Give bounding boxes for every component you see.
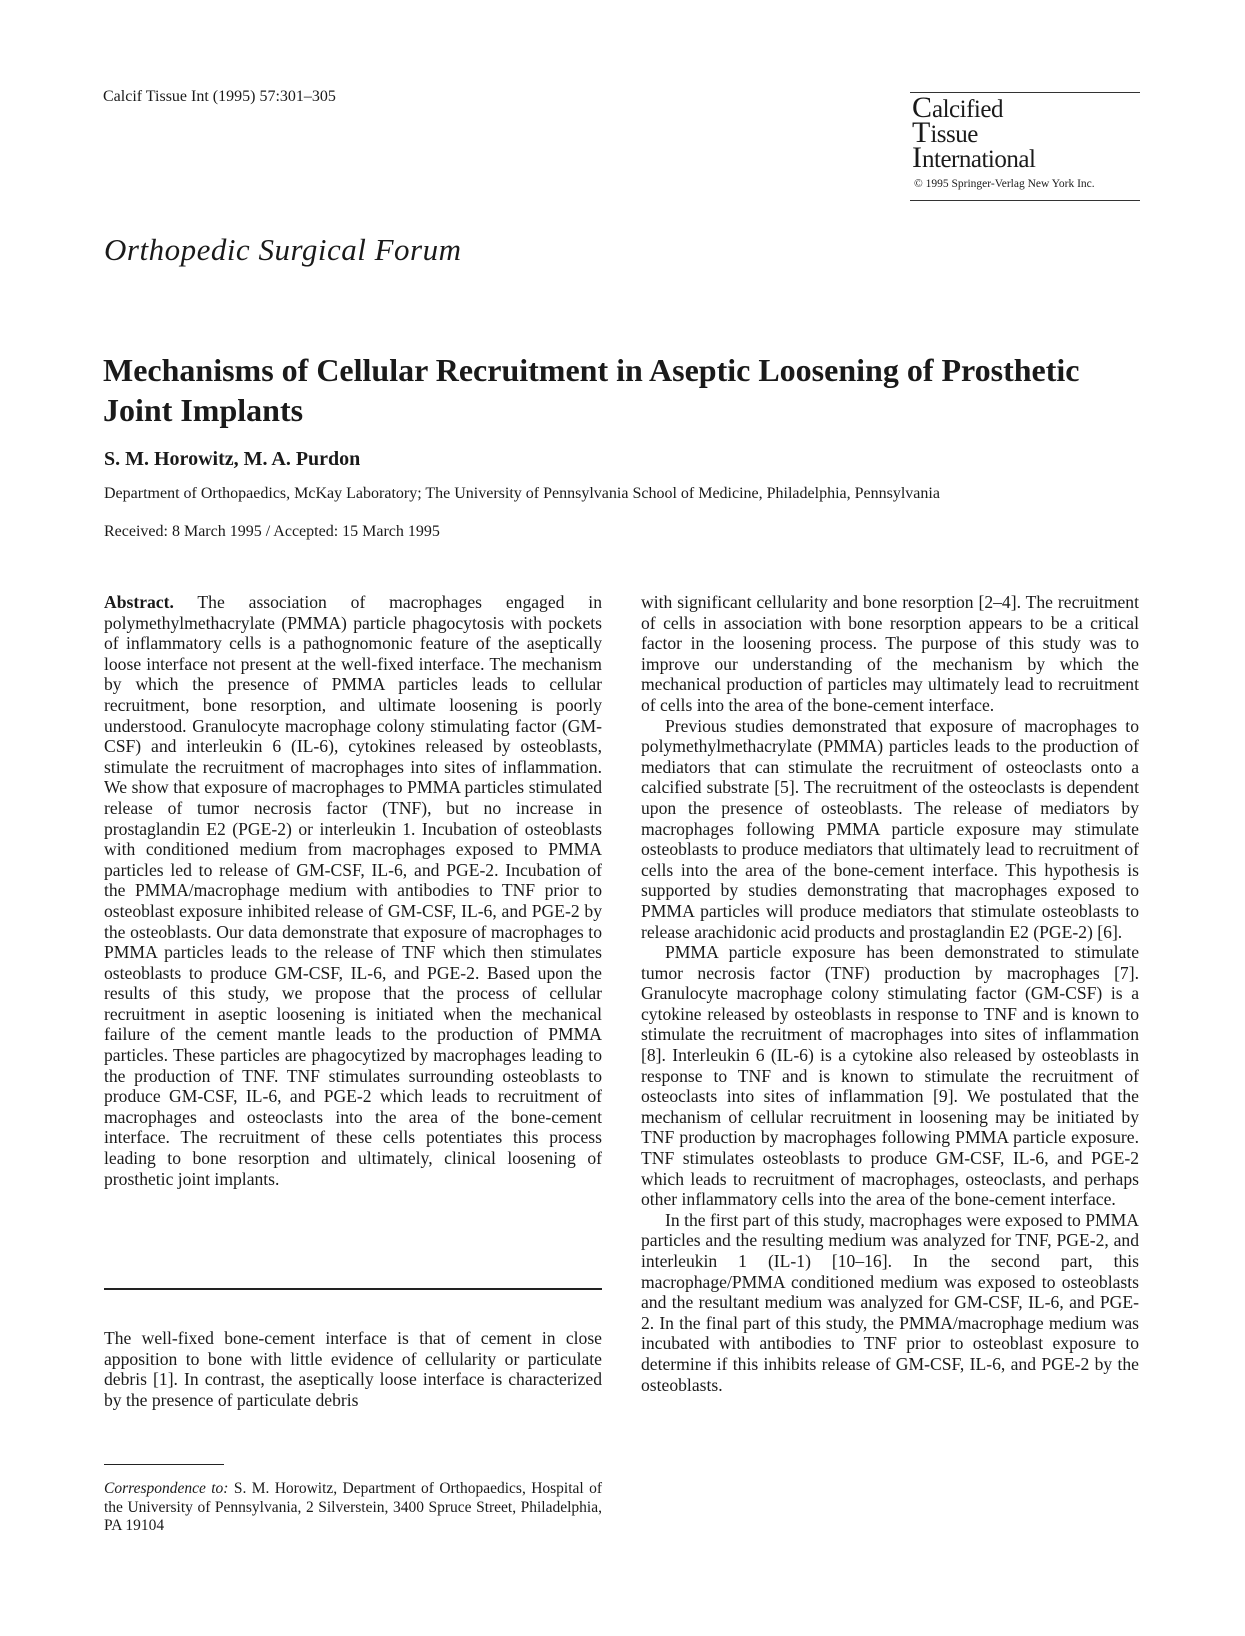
abstract (104, 592, 602, 1189)
body-paragraph-2: Previous studies demonstrated that exposure of macrophages to polymethylmethacrylate (PMMA) particles leads to the production of mediators that can stimulate the recruitment of osteoclasts onto a calcified substrate [5]. The recruitment of the osteoclasts is dependent upon the presence of osteoblasts. The release of mediators by macrophages following PMMA particle exposure may stimulate osteoblasts to produce mediators that ultimately lead to recruitment of cells into the area of the bone-cement interface. This hypothesis is supported by studies demonstrating that macrophages exposed to PMMA particles will produce mediators that stimulate osteoblasts to release arachidonic acid products and prostaglandin E2 (PGE-2) [6]. (641, 715, 1139, 942)
body-paragraph-1: with significant cellularity and bone resorption [2–4]. The recruitment of cells in association with bone resorption appears to be a critical factor in the loosening process. The purpose of this study was to improve our understanding of the mechanism by which the mechanical production of particles may ultimately lead to recruitment of cells into the area of the bone-cement interface. (641, 592, 1139, 715)
logo-top-rule (910, 92, 1140, 93)
author-affiliation: Department of Orthopaedics, McKay Laboratory; The University of Pennsylvania School of Medicine, Philadelphia, Pennsylvania (104, 485, 940, 502)
footnote-label: Correspondence to: (104, 1480, 229, 1497)
intro-paragraph: The well-fixed bone-cement interface is that of cement in close apposition to bone with little evidence of cellularity or particulate debris [1]. In contrast, the aseptically loose interface is characterized by the presence of particulate debris (104, 1328, 602, 1410)
logo-line-international (912, 141, 1142, 174)
left-column (104, 592, 602, 1189)
section-heading: Orthopedic Surgical Forum (104, 232, 462, 267)
logo-cap-i: I (912, 141, 922, 174)
copyright-notice: © 1995 Springer-Verlag New York Inc. (914, 178, 1095, 190)
logo-rest-international: nternational (922, 146, 1036, 173)
logo-cap-t: T (912, 116, 931, 149)
body-paragraph-3: PMMA particle exposure has been demonstrated to stimulate tumor necrosis factor (TNF) production by macrophages [7]. Granulocyte macrophage colony stimulating factor (GM-CSF) is a cytokine released by osteoblasts in response to TNF and is known to stimulate the recruitment of macrophages into sites of inflammation [8]. Interleukin 6 (IL-6) is a cytokine also released by osteoblasts in response to TNF and is known to stimulate the recruitment of osteoclasts into sites of inflammation [9]. We postulated that the mechanism of cellular recruitment in loosening may be initiated by TNF production by macrophages following PMMA particle exposure. TNF stimulates osteoblasts to produce GM-CSF, IL-6, and PGE-2 which leads to recruitment of macrophages, osteoclasts, and perhaps other inflammatory cells into the area of the bone-cement interface. (641, 942, 1139, 1210)
received-accepted-dates: Received: 8 March 1995 / Accepted: 15 March 1995 (104, 523, 440, 540)
footnote-text: S. M. Horowitz, Department of Orthopaedics, Hospital of the University of Pennsylvania, 2 Silverstein, 3400 Spruce Street, Philadelphia, PA 19104 (104, 1480, 603, 1534)
article-authors: S. M. Horowitz, M. A. Purdon (104, 448, 361, 470)
logo-rest-calcified: alcified (932, 96, 1003, 123)
logo-cap-c: C (912, 91, 933, 124)
article-title: Mechanisms of Cellular Recruitment in Aseptic Loosening of Prosthetic Joint Implants (103, 352, 1080, 428)
logo-rest-tissue: issue (930, 121, 978, 148)
abstract-label: Abstract. (104, 592, 174, 612)
correspondence-footnote (104, 1480, 602, 1536)
logo-bottom-rule (910, 200, 1140, 201)
journal-logo (912, 91, 1142, 174)
body-paragraph-4: In the first part of this study, macrophages were exposed to PMMA particles and the resulting medium was analyzed for TNF, PGE-2, and interleukin 1 (IL-1) [10–16]. In the second part, this macrophage/PMMA conditioned medium was exposed to osteoblasts and the resultant medium was analyzed for GM-CSF, IL-6, and PGE-2. In the final part of this study, the PMMA/macrophage medium was incubated with antibodies to TNF prior to osteoblast exposure to determine if this inhibits release of GM-CSF, IL-6, and PGE-2 by the osteoblasts. (641, 1209, 1139, 1395)
abstract-text: The association of macrophages engaged in polymethylmethacrylate (PMMA) particle phagocytosis with pockets of inflammatory cells is a pathognomonic feature of the aseptically loose interface not present at the well-fixed interface. The mechanism by which the presence of PMMA particles leads to cellular recruitment, bone resorption, and ultimate loosening is poorly understood. Granulocyte macrophage colony stimulating factor (GM-CSF) and interleukin 6 (IL-6), cytokines released by osteoblasts, stimulate the recruitment of macrophages into sites of inflammation. We show that exposure of macrophages to PMMA particles stimulated release of tumor necrosis factor (TNF), but no increase in prostaglandin E2 (PGE-2) or interleukin 1. Incubation of osteoblasts with conditioned medium from macrophages exposed to PMMA particles led to release of GM-CSF, IL-6, and PGE-2. Incubation of the PMMA/macrophage medium with antibodies to TNF prior to osteoblast exposure inhibited release of GM-CSF, IL-6, and PGE-2 by the osteoblasts. Our data demonstrate that exposure of macrophages to PMMA particles leads to the release of TNF which then stimulates osteoblasts to produce GM-CSF, IL-6, and PGE-2. Based upon the results of this study, we propose that the process of cellular recruitment in aseptic loosening is initiated when the mechanical failure of the cement mantle leads to the production of PMMA particles. These particles are phagocytized by macrophages leading to the production of TNF. TNF stimulates surrounding osteoblasts to produce GM-CSF, IL-6, and PGE-2 which leads to recruitment of macrophages and osteoclasts into the area of the bone-cement interface. The recruitment of these cells potentiates this process leading to bone resorption and ultimately, clinical loosening of prosthetic joint implants. (104, 592, 602, 1189)
footnote-rule (104, 1464, 224, 1465)
abstract-divider (104, 1288, 602, 1290)
journal-citation: Calcif Tissue Int (1995) 57:301–305 (103, 88, 336, 105)
right-column (641, 592, 1139, 1395)
logo-line-calcified (912, 91, 1142, 124)
logo-line-tissue (912, 116, 1142, 149)
